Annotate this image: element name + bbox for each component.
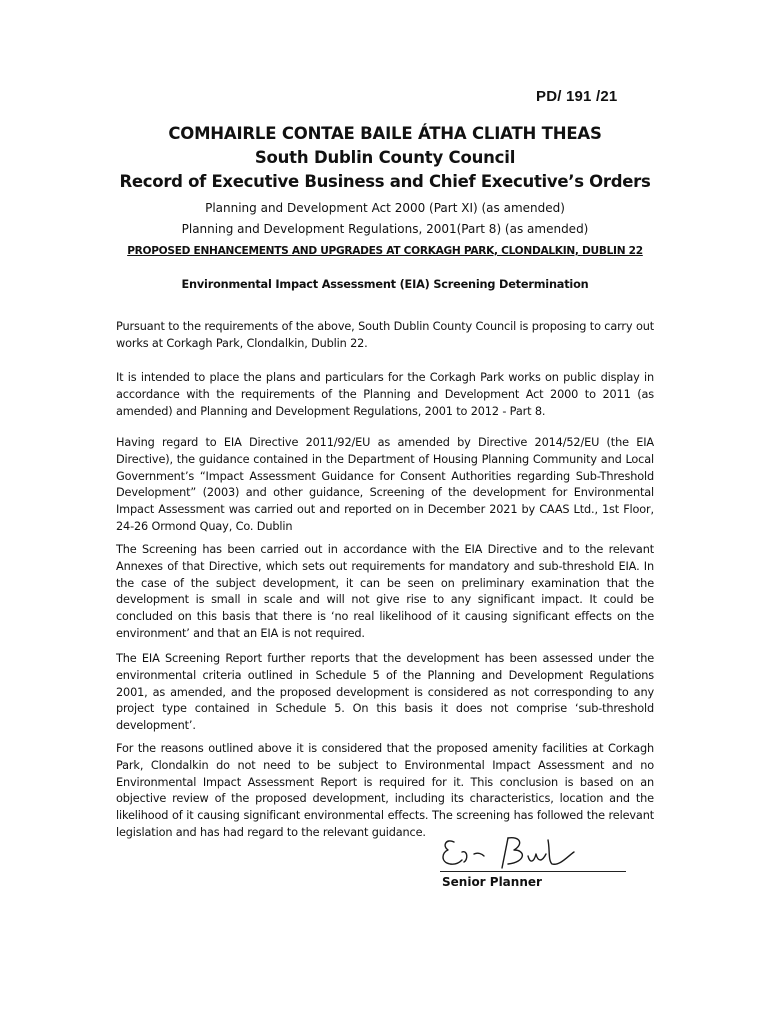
act-line-1: Planning and Development Act 2000 (Part XI) (as amended) (205, 201, 565, 215)
signatory-title: Senior Planner (442, 875, 542, 889)
section-title: Environmental Impact Assessment (EIA) Screening Determination (181, 278, 589, 291)
proposal-title: PROPOSED ENHANCEMENTS AND UPGRADES AT CORKAGH PARK, CLONDALKIN, DUBLIN 22 (127, 245, 643, 257)
signature-line (440, 871, 626, 872)
paragraph-5: The EIA Screening Report further reports that the development has been assessed under the environmental criteria outlined in Schedule 5 of the Planning and Development Regulations 2001, as amended, and the proposed development is considered as not corresponding to any project type contained in Schedule 5. On this basis it does not comprise ‘sub-threshold development’. (116, 652, 654, 733)
paragraph-3: Having regard to EIA Directive 2011/92/EU as amended by Directive 2014/52/EU (the EIA Directive), the guidance contained in the Department of Housing Planning Community and Local Government’s “Impact Assessment Guidance for Consent Authorities regarding Sub-Threshold Development” (2003) and other guidance, Screening of the development for Environmental Impact Assessment was carried out and reported on in December 2021 by CAAS Ltd., 1st Floor, 24-26 Ormond Quay, Co. Dublin (116, 436, 654, 533)
paragraph-1: Pursuant to the requirements of the above, South Dublin County Council is proposing to carry out works at Corkagh Park, Clondalkin, Dublin 22. (116, 320, 654, 350)
act-line-2: Planning and Development Regulations, 2001(Part 8) (as amended) (181, 222, 589, 236)
reference-number: PD/ 191 /21 (536, 88, 618, 105)
heading-irish: COMHAIRLE CONTAE BAILE ÁTHA CLIATH THEAS (168, 124, 602, 143)
heading-council: South Dublin County Council (254, 148, 516, 167)
paragraph-4: The Screening has been carried out in accordance with the EIA Directive and to the relevant Annexes of that Directive, which sets out requirements for mandatory and sub-threshold EIA. In the case of the subject development, it can be seen on preliminary examination that the development is small in scale and will not give rise to any significant impact. It could be concluded on this basis that there is ‘no real likelihood of it causing significant effects on the environment’ and that an EIA is not required. (116, 543, 654, 640)
paragraph-6: For the reasons outlined above it is considered that the proposed amenity facilities at Corkagh Park, Clondalkin do not need to be subject to Environmental Impact Assessment and no Environmental Impact Assessment Report is required for it. This conclusion is based on an objective review of the proposed development, including its characteristics, location and the likelihood of it causing significant environmental effects. The screening has followed the relevant legislation and has had regard to the relevant guidance. (116, 742, 654, 839)
paragraph-2: It is intended to place the plans and particulars for the Corkagh Park works on public display in accordance with the requirements of the Planning and Development Act 2000 to 2011 (as amended) and Planning and Development Regulations, 2001 to 2012 - Part 8. (116, 371, 654, 418)
heading-record: Record of Executive Business and Chief Executive’s Orders (119, 172, 651, 191)
